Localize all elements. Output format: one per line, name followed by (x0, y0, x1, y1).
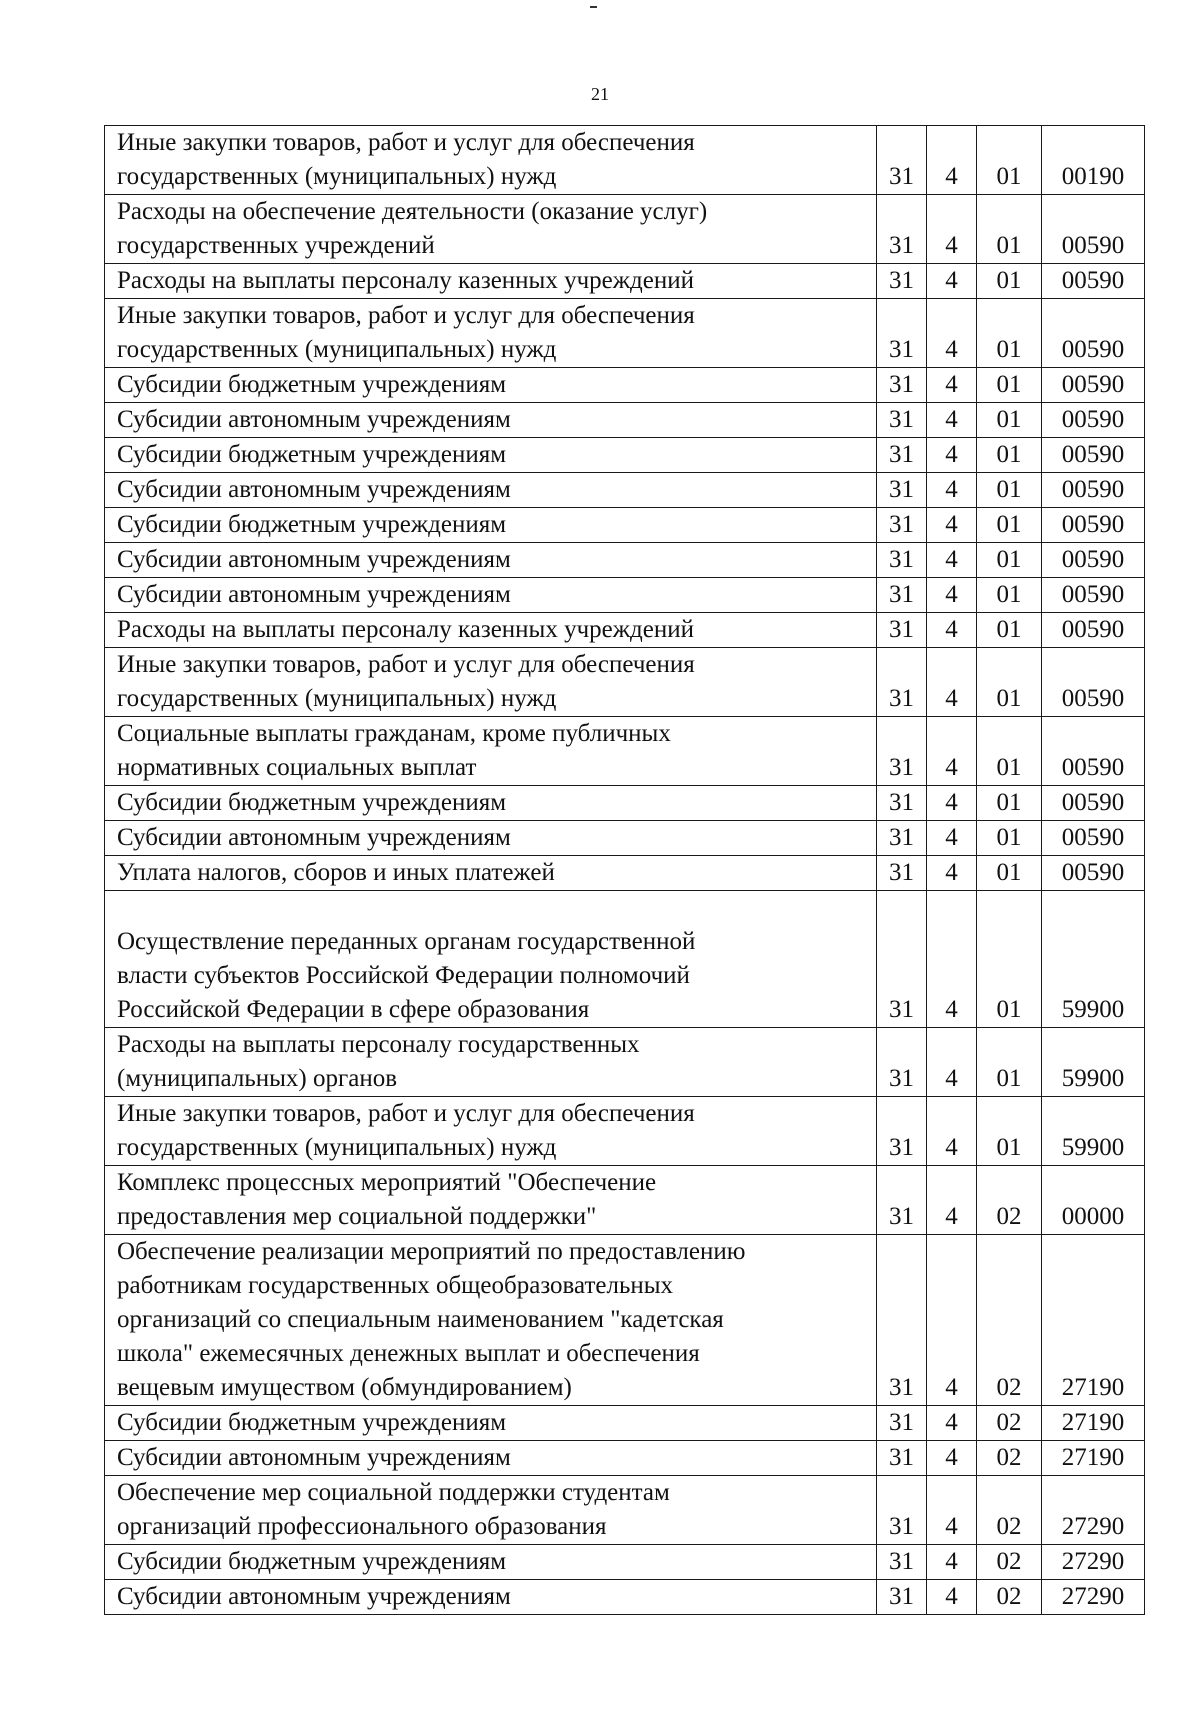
row-code-4: 27290 (1042, 1580, 1145, 1615)
row-code-1: 31 (877, 1097, 927, 1166)
row-code-1: 31 (877, 891, 927, 1028)
row-name: Субсидии автономным учреждениям (105, 543, 877, 578)
row-code-2: 4 (927, 368, 977, 403)
row-code-3: 01 (977, 403, 1042, 438)
row-name: Субсидии бюджетным учреждениям (105, 1406, 877, 1441)
row-code-1: 31 (877, 1028, 927, 1097)
row-code-3: 01 (977, 856, 1042, 891)
row-code-2: 4 (927, 1406, 977, 1441)
row-code-2: 4 (927, 403, 977, 438)
row-name: Субсидии бюджетным учреждениям (105, 368, 877, 403)
row-code-1: 31 (877, 717, 927, 786)
row-code-3: 01 (977, 543, 1042, 578)
row-code-4: 00590 (1042, 508, 1145, 543)
row-name: Субсидии автономным учреждениям (105, 821, 877, 856)
row-code-1: 31 (877, 543, 927, 578)
row-code-4: 00590 (1042, 648, 1145, 717)
row-code-1: 31 (877, 1406, 927, 1441)
row-code-3: 01 (977, 368, 1042, 403)
table-row (105, 299, 1145, 368)
row-code-3: 01 (977, 821, 1042, 856)
row-name: Осуществление переданных органам государственной власти субъектов Российской Федерации полномочий Российской Федерации в сфере образования (105, 891, 877, 1028)
row-code-1: 31 (877, 1166, 927, 1235)
row-code-3: 02 (977, 1441, 1042, 1476)
table-row (105, 1545, 1145, 1580)
row-code-3: 01 (977, 1028, 1042, 1097)
row-code-4: 59900 (1042, 1028, 1145, 1097)
row-code-4: 00590 (1042, 786, 1145, 821)
row-code-4: 00000 (1042, 1166, 1145, 1235)
table-row (105, 1441, 1145, 1476)
row-code-2: 4 (927, 473, 977, 508)
row-code-1: 31 (877, 126, 927, 195)
row-name: Обеспечение реализации мероприятий по предоставлению работникам государственных общеобразовательных организаций со специальным наименованием "кадетская школа" ежемесячных денежных выплат и обеспечения вещевым имуществом (обмундированием) (105, 1235, 877, 1406)
row-code-1: 31 (877, 264, 927, 299)
row-code-1: 31 (877, 1580, 927, 1615)
row-name: Расходы на выплаты персоналу казенных учреждений (105, 264, 877, 299)
row-code-4: 00590 (1042, 717, 1145, 786)
row-name: Расходы на обеспечение деятельности (оказание услуг) государственных учреждений (105, 195, 877, 264)
row-name: Субсидии автономным учреждениям (105, 578, 877, 613)
table-row (105, 1235, 1145, 1406)
row-code-2: 4 (927, 543, 977, 578)
row-code-1: 31 (877, 1441, 927, 1476)
row-code-2: 4 (927, 613, 977, 648)
row-code-2: 4 (927, 717, 977, 786)
row-name: Расходы на выплаты персоналу казенных учреждений (105, 613, 877, 648)
table-row (105, 508, 1145, 543)
row-code-4: 00590 (1042, 613, 1145, 648)
table-row (105, 717, 1145, 786)
row-code-4: 00590 (1042, 578, 1145, 613)
row-code-2: 4 (927, 1235, 977, 1406)
budget-table (104, 125, 1145, 1615)
row-code-3: 01 (977, 648, 1042, 717)
row-name: Субсидии автономным учреждениям (105, 403, 877, 438)
row-code-4: 00590 (1042, 368, 1145, 403)
row-code-3: 01 (977, 786, 1042, 821)
row-code-1: 31 (877, 856, 927, 891)
row-name: Иные закупки товаров, работ и услуг для обеспечения государственных (муниципальных) нужд (105, 126, 877, 195)
table-row (105, 195, 1145, 264)
table-row (105, 264, 1145, 299)
row-name: Обеспечение мер социальной поддержки студентам организаций профессионального образования (105, 1476, 877, 1545)
row-code-3: 02 (977, 1545, 1042, 1580)
row-code-4: 27190 (1042, 1441, 1145, 1476)
row-code-1: 31 (877, 473, 927, 508)
row-code-1: 31 (877, 195, 927, 264)
table-row (105, 1476, 1145, 1545)
row-code-4: 00590 (1042, 264, 1145, 299)
table-row (105, 578, 1145, 613)
row-name: Иные закупки товаров, работ и услуг для обеспечения государственных (муниципальных) нужд (105, 1097, 877, 1166)
row-code-4: 00590 (1042, 821, 1145, 856)
row-code-2: 4 (927, 508, 977, 543)
table-row (105, 786, 1145, 821)
row-name: Иные закупки товаров, работ и услуг для обеспечения государственных (муниципальных) нужд (105, 299, 877, 368)
page-number: 21 (591, 84, 609, 104)
row-code-1: 31 (877, 508, 927, 543)
table-row (105, 126, 1145, 195)
table-row (105, 856, 1145, 891)
row-code-1: 31 (877, 1476, 927, 1545)
row-code-3: 01 (977, 1097, 1042, 1166)
row-name: Комплекс процессных мероприятий "Обеспечение предоставления мер социальной поддержки" (105, 1166, 877, 1235)
row-code-4: 00590 (1042, 438, 1145, 473)
table-row (105, 1406, 1145, 1441)
table-row (105, 473, 1145, 508)
row-code-2: 4 (927, 821, 977, 856)
table-row (105, 368, 1145, 403)
table-row (105, 1028, 1145, 1097)
row-code-3: 01 (977, 613, 1042, 648)
row-code-4: 59900 (1042, 891, 1145, 1028)
row-code-1: 31 (877, 578, 927, 613)
row-name: Субсидии бюджетным учреждениям (105, 786, 877, 821)
row-code-3: 02 (977, 1235, 1042, 1406)
row-code-4: 00590 (1042, 856, 1145, 891)
table-row (105, 403, 1145, 438)
row-name: Субсидии бюджетным учреждениям (105, 1545, 877, 1580)
row-code-2: 4 (927, 1545, 977, 1580)
row-code-2: 4 (927, 1166, 977, 1235)
row-code-1: 31 (877, 299, 927, 368)
row-name: Субсидии автономным учреждениям (105, 473, 877, 508)
row-code-2: 4 (927, 1441, 977, 1476)
row-code-4: 00190 (1042, 126, 1145, 195)
table-row (105, 543, 1145, 578)
row-code-3: 01 (977, 717, 1042, 786)
row-code-3: 02 (977, 1580, 1042, 1615)
row-code-1: 31 (877, 1235, 927, 1406)
row-name: Социальные выплаты гражданам, кроме публичных нормативных социальных выплат (105, 717, 877, 786)
row-code-4: 00590 (1042, 299, 1145, 368)
row-code-1: 31 (877, 786, 927, 821)
table-row (105, 438, 1145, 473)
row-code-1: 31 (877, 403, 927, 438)
row-code-3: 02 (977, 1166, 1042, 1235)
row-code-2: 4 (927, 438, 977, 473)
row-code-2: 4 (927, 299, 977, 368)
row-name: Иные закупки товаров, работ и услуг для обеспечения государственных (муниципальных) нужд (105, 648, 877, 717)
row-code-4: 27290 (1042, 1545, 1145, 1580)
row-code-2: 4 (927, 1476, 977, 1545)
row-code-4: 00590 (1042, 403, 1145, 438)
row-code-2: 4 (927, 1028, 977, 1097)
row-code-2: 4 (927, 1097, 977, 1166)
row-name: Субсидии бюджетным учреждениям (105, 508, 877, 543)
row-code-2: 4 (927, 891, 977, 1028)
row-code-2: 4 (927, 195, 977, 264)
row-name: Расходы на выплаты персоналу государственных (муниципальных) органов (105, 1028, 877, 1097)
table-row (105, 821, 1145, 856)
row-code-4: 00590 (1042, 195, 1145, 264)
row-name: Субсидии бюджетным учреждениям (105, 438, 877, 473)
row-code-3: 01 (977, 508, 1042, 543)
row-code-3: 02 (977, 1406, 1042, 1441)
row-code-4: 00590 (1042, 473, 1145, 508)
row-code-3: 01 (977, 891, 1042, 1028)
row-code-3: 01 (977, 578, 1042, 613)
row-code-2: 4 (927, 264, 977, 299)
row-code-4: 00590 (1042, 543, 1145, 578)
row-code-3: 01 (977, 299, 1042, 368)
row-name: Субсидии автономным учреждениям (105, 1580, 877, 1615)
row-code-1: 31 (877, 648, 927, 717)
row-code-2: 4 (927, 1580, 977, 1615)
table-row (105, 648, 1145, 717)
row-name: Субсидии автономным учреждениям (105, 1441, 877, 1476)
row-code-2: 4 (927, 126, 977, 195)
row-code-2: 4 (927, 786, 977, 821)
table-row (105, 1097, 1145, 1166)
row-code-1: 31 (877, 613, 927, 648)
table-row (105, 1580, 1145, 1615)
row-code-1: 31 (877, 1545, 927, 1580)
row-code-1: 31 (877, 438, 927, 473)
row-code-1: 31 (877, 821, 927, 856)
row-code-2: 4 (927, 578, 977, 613)
row-code-2: 4 (927, 856, 977, 891)
row-code-2: 4 (927, 648, 977, 717)
row-code-4: 27290 (1042, 1476, 1145, 1545)
table-row (105, 613, 1145, 648)
row-code-3: 01 (977, 195, 1042, 264)
scan-mark (590, 6, 597, 8)
row-code-3: 01 (977, 438, 1042, 473)
row-code-3: 02 (977, 1476, 1042, 1545)
row-code-4: 27190 (1042, 1406, 1145, 1441)
row-code-3: 01 (977, 126, 1042, 195)
row-code-4: 59900 (1042, 1097, 1145, 1166)
row-code-3: 01 (977, 264, 1042, 299)
row-name: Уплата налогов, сборов и иных платежей (105, 856, 877, 891)
row-code-4: 27190 (1042, 1235, 1145, 1406)
table-row (105, 891, 1145, 1028)
row-code-3: 01 (977, 473, 1042, 508)
table-row (105, 1166, 1145, 1235)
row-code-1: 31 (877, 368, 927, 403)
